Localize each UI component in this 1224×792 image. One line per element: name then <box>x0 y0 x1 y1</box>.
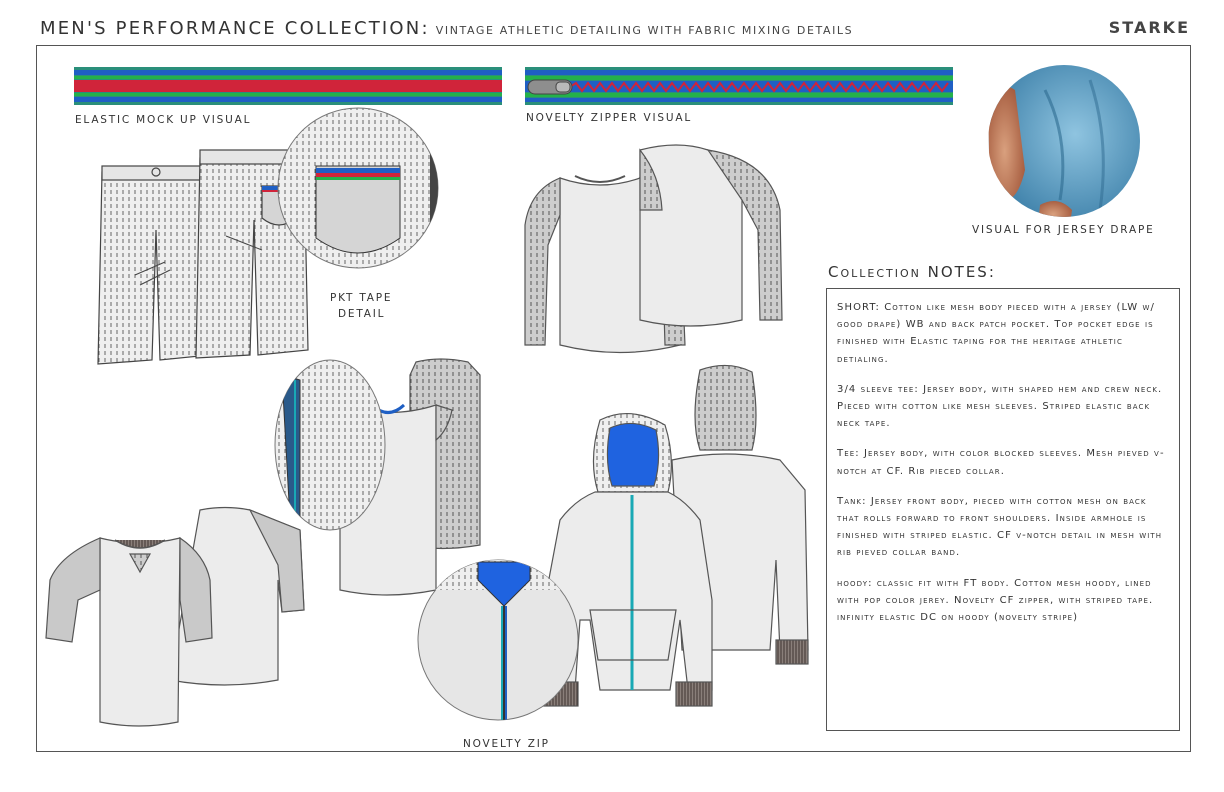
tank-mesh-detail <box>275 360 385 530</box>
caption-elastic-visual: ELASTIC MOCK UP VISUAL <box>75 114 252 126</box>
jersey-drape-photo <box>985 60 1145 225</box>
tee-front-sketch <box>46 538 212 726</box>
page-subtitle: VINTAGE ATHLETIC DETAILING WITH FABRIC MIXING DETAILS <box>435 24 854 37</box>
caption-zipper-visual: NOVELTY ZIPPER VISUAL <box>526 112 693 124</box>
caption-pkt-tape: PKT TAPE <box>330 292 393 304</box>
caption-novelty-zip: NOVELTY ZIP <box>463 738 550 750</box>
brand-name: STARKE <box>1108 18 1190 37</box>
novelty-zipper-swatch <box>525 67 953 105</box>
raglan-tee-back-sketch <box>640 145 782 326</box>
collection-notes-box <box>826 288 1180 731</box>
page-title: MEN'S PERFORMANCE COLLECTION: VINTAGE ATHLETIC DETAILING WITH FABRIC MIXING DETAILS <box>40 18 854 39</box>
note-short: SHORT: Cotton like mesh body pieced with a jersey (LW w/ good drape) WB and back patch pocket. Top pocket edge is finished with Elastic taping for the heritage athletic detialing. <box>837 302 1155 365</box>
note-tee: Tee: Jersey body, with color blocked sleeves. Mesh pieved v-notch at CF. Rib pieced collar. <box>837 448 1165 477</box>
note-tank: Tank: Jersey front body, pieced with cotton mesh on back that rolls forward to front shoulders. Inside armhole is finished with striped elastic. CF v-notch detail in mesh with rib pieved collar band. <box>837 495 1163 559</box>
note-sleeve-tee: 3/4 sleeve tee: Jersey body, with shaped hem and crew neck. Pieced with cotton like mesh sleeves. Striped elastic back neck tape. <box>837 383 1163 430</box>
elastic-stripe-swatch <box>74 67 502 105</box>
note-hoody: hoody: classic fit with FT body. Cotton mesh hoody, lined with pop color jerey. Novelty CF zipper, with striped tape. infinity elastic DC on hoody (novelty stripe) <box>837 577 1154 624</box>
zipper-pull-icon <box>528 80 572 94</box>
caption-jersey-drape: VISUAL FOR JERSEY DRAPE <box>972 224 1155 236</box>
shorts-front-sketch <box>98 166 210 364</box>
collection-notes-heading: Collection NOTES: <box>828 263 996 281</box>
caption-pkt-detail: DETAIL <box>338 308 386 320</box>
